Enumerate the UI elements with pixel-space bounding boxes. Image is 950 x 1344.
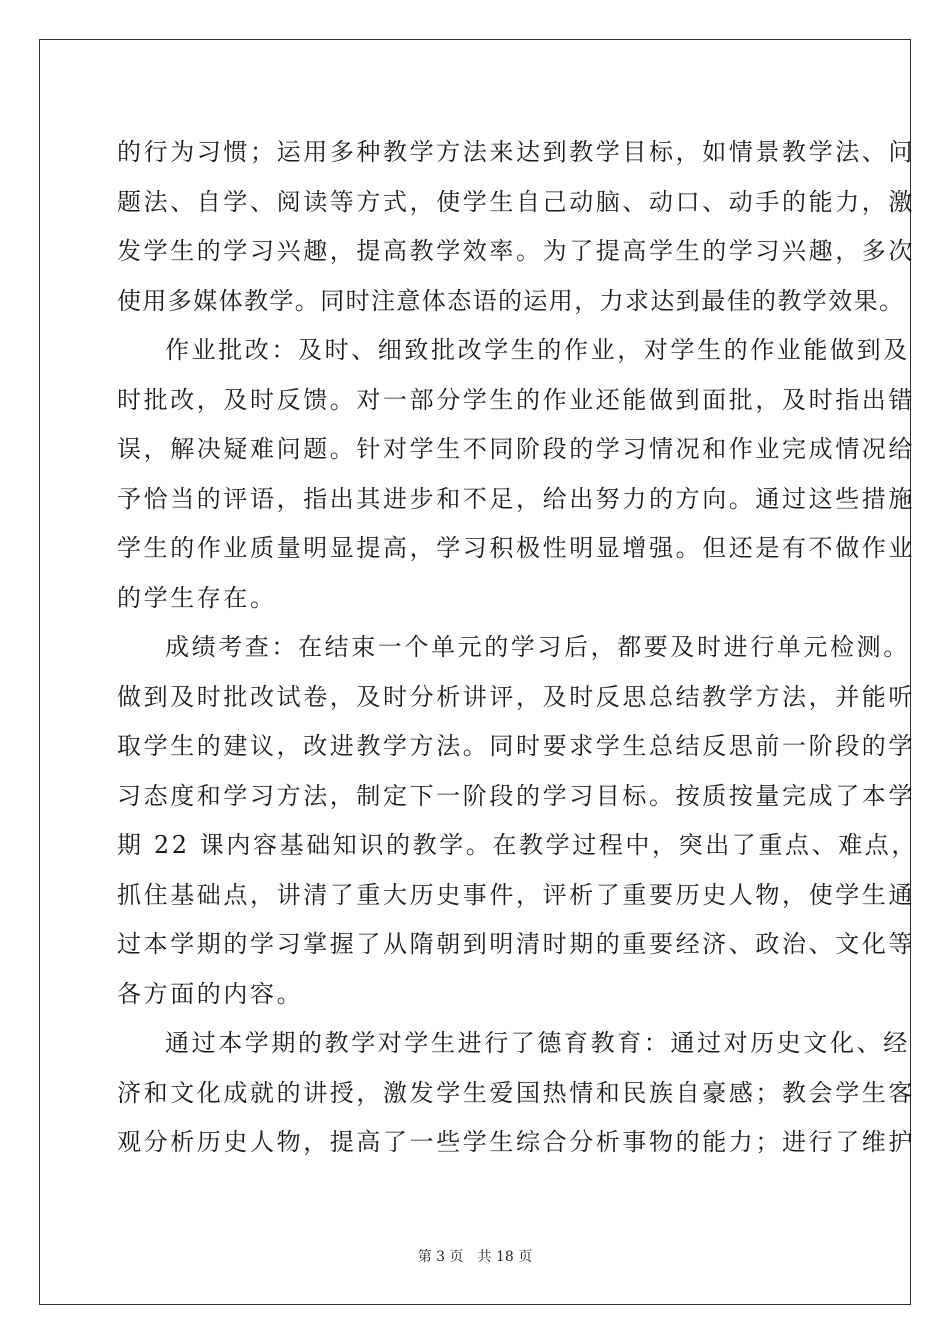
text-line: 济和文化成就的讲授，激发学生爱国热情和民族自豪感；教会学生客	[117, 1078, 915, 1107]
text-line: 习态度和学习方法，制定下一阶段的学习目标。按质按量完成了本学	[117, 781, 915, 810]
text-line: 误，解决疑难问题。针对学生不同阶段的学习情况和作业完成情况给	[117, 435, 915, 463]
text-line: 各方面的内容。	[117, 979, 304, 1008]
text-line: 予恰当的评语，指出其进步和不足，给出努力的方向。通过这些措施	[117, 484, 915, 513]
text-line: 的行为习惯；运用多种教学方法来达到教学目标，如情景教学法、问	[117, 138, 915, 166]
text-line: 取学生的建议，改进教学方法。同时要求学生总结反思前一阶段的学	[117, 732, 915, 760]
text-line: 过本学期的学习掌握了从隋朝到明清时期的重要经济、政治、文化等	[117, 930, 915, 958]
text-line: 期 22 课内容基础知识的教学。在教学过程中，突出了重点、难点，	[117, 831, 918, 859]
text-line: 作业批改：及时、细致批改学生的作业，对学生的作业能做到及	[165, 336, 910, 364]
text-line: 学生的作业质量明显提高，学习积极性明显增强。但还是有不做作业	[117, 534, 915, 562]
text-line: 通过本学期的教学对学生进行了德育教育：通过对历史文化、经	[165, 1029, 910, 1057]
page-number: 第 3 页	[417, 1249, 464, 1265]
text-line: 抓住基础点，讲清了重大历史事件，评析了重要历史人物，使学生通	[117, 880, 915, 909]
text-line: 时批改，及时反馈。对一部分学生的作业还能做到面批，及时指出错	[117, 385, 915, 414]
text-line: 的学生存在。	[117, 583, 277, 612]
page-total: 共 18 页	[477, 1249, 533, 1265]
text-line: 使用多媒体教学。同时注意体态语的运用，力求达到最佳的教学效果。	[117, 286, 905, 315]
text-line: 题法、自学、阅读等方式，使学生自己动脑、动口、动手的能力，激	[117, 187, 915, 216]
text-line: 观分析历史人物，提高了一些学生综合分析事物的能力；进行了维护	[117, 1128, 915, 1156]
text-line: 做到及时批改试卷，及时分析讲评，及时反思总结教学方法，并能听	[117, 682, 915, 711]
text-line: 成绩考查：在结束一个单元的学习后，都要及时进行单元检测。	[165, 633, 910, 661]
text-line: 发学生的学习兴趣，提高教学效率。为了提高学生的学习兴趣，多次	[117, 237, 915, 265]
document-body	[117, 128, 918, 1168]
page-footer	[0, 1246, 950, 1266]
